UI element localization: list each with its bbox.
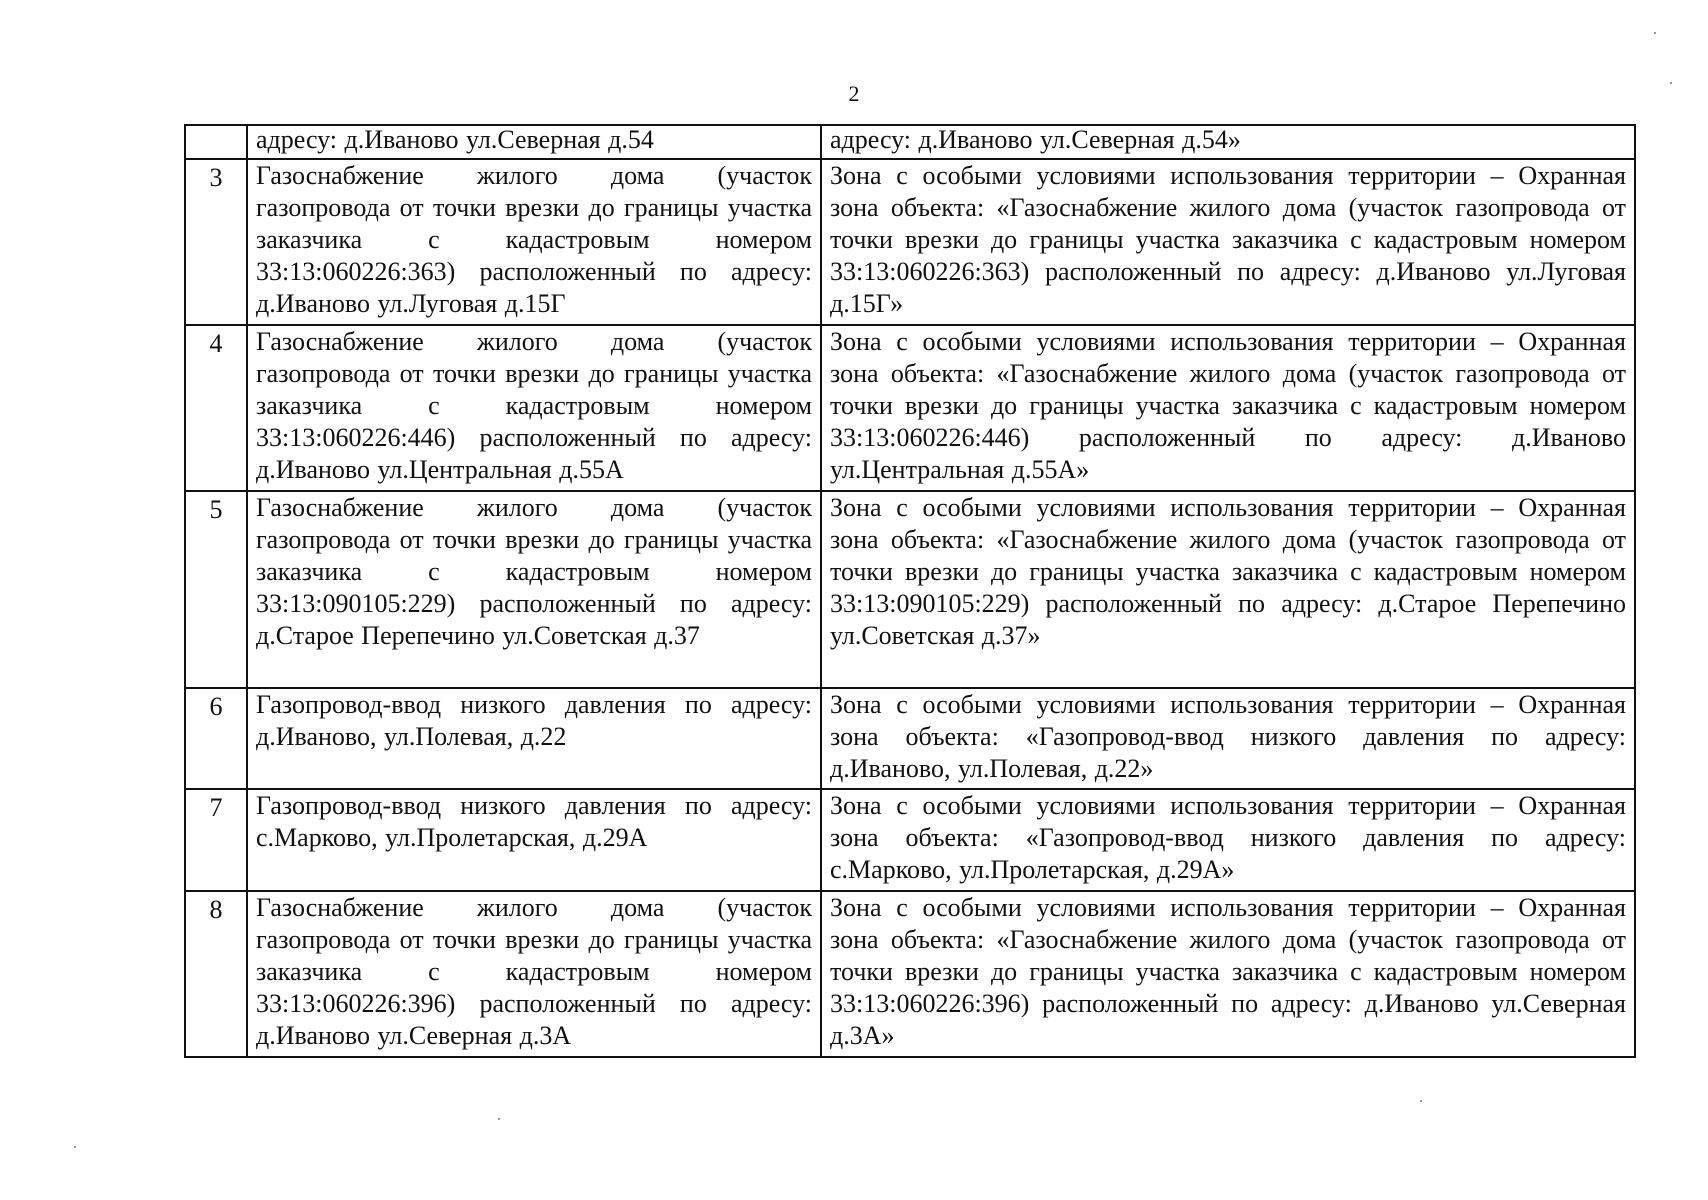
row-number: 8	[185, 891, 247, 1057]
zone-description: Зона с особыми условиями использования территории – Охранная зона объекта: «Газоснабжение жилого дома (участок газопровода от точки врезки до границы участка заказчика с кадастровым номером 33:13:060226:446) расположенный по адресу: д.Иваново ул.Центральная д.55А»	[821, 325, 1635, 491]
zones-table	[184, 124, 1636, 1058]
table-row	[185, 125, 1635, 159]
zone-description: Зона с особыми условиями использования территории – Охранная зона объекта: «Газопровод-ввод низкого давления по адресу: д.Иваново, ул.Полевая, д.22»	[821, 688, 1635, 789]
zone-description: Зона с особыми условиями использования территории – Охранная зона объекта: «Газоснабжение жилого дома (участок газопровода от точки врезки до границы участка заказчика с кадастровым номером 33:13:090105:229) расположенный по адресу: д.Старое Перепечино ул.Советская д.37»	[821, 491, 1635, 688]
table-row	[185, 159, 1635, 325]
row-number: 7	[185, 789, 247, 891]
row-number: 6	[185, 688, 247, 789]
object-description: Газоснабжение жилого дома (участок газопровода от точки врезки до границы участка заказчика с кадастровым номером 33:13:060226:446) расположенный по адресу: д.Иваново ул.Центральная д.55А	[247, 325, 821, 491]
scan-speck	[74, 1146, 76, 1148]
row-number: 3	[185, 159, 247, 325]
page-number: 2	[848, 81, 860, 106]
zone-description: Зона с особыми условиями использования территории – Охранная зона объекта: «Газоснабжение жилого дома (участок газопровода от точки врезки до границы участка заказчика с кадастровым номером 33:13:060226:396) расположенный по адресу: д.Иваново ул.Северная д.3А»	[821, 891, 1635, 1057]
table-row	[185, 891, 1635, 1057]
row-number: 5	[185, 491, 247, 688]
table-row	[185, 789, 1635, 891]
table-row	[185, 688, 1635, 789]
scan-speck	[1670, 82, 1672, 84]
object-description: Газоснабжение жилого дома (участок газопровода от точки врезки до границы участка заказчика с кадастровым номером 33:13:060226:363) расположенный по адресу: д.Иваново ул.Луговая д.15Г	[247, 159, 821, 325]
object-description: адресу: д.Иваново ул.Северная д.54	[247, 125, 821, 159]
zone-description: Зона с особыми условиями использования территории – Охранная зона объекта: «Газоснабжение жилого дома (участок газопровода от точки врезки до границы участка заказчика с кадастровым номером 33:13:060226:363) расположенный по адресу: д.Иваново ул.Луговая д.15Г»	[821, 159, 1635, 325]
object-description: Газопровод-ввод низкого давления по адресу: д.Иваново, ул.Полевая, д.22	[247, 688, 821, 789]
object-description: Газопровод-ввод низкого давления по адресу: с.Марково, ул.Пролетарская, д.29А	[247, 789, 821, 891]
row-number	[185, 125, 247, 159]
table-row	[185, 325, 1635, 491]
scan-speck	[1420, 1100, 1422, 1102]
table-row	[185, 491, 1635, 688]
scan-speck	[1654, 32, 1656, 34]
zone-description: Зона с особыми условиями использования территории – Охранная зона объекта: «Газопровод-ввод низкого давления по адресу: с.Марково, ул.Пролетарская, д.29А»	[821, 789, 1635, 891]
scan-speck	[498, 1118, 500, 1120]
object-description: Газоснабжение жилого дома (участок газопровода от точки врезки до границы участка заказчика с кадастровым номером 33:13:090105:229) расположенный по адресу: д.Старое Перепечино ул.Советская д.37	[247, 491, 821, 688]
row-number: 4	[185, 325, 247, 491]
object-description: Газоснабжение жилого дома (участок газопровода от точки врезки до границы участка заказчика с кадастровым номером 33:13:060226:396) расположенный по адресу: д.Иваново ул.Северная д.3А	[247, 891, 821, 1057]
zone-description: адресу: д.Иваново ул.Северная д.54»	[821, 125, 1635, 159]
